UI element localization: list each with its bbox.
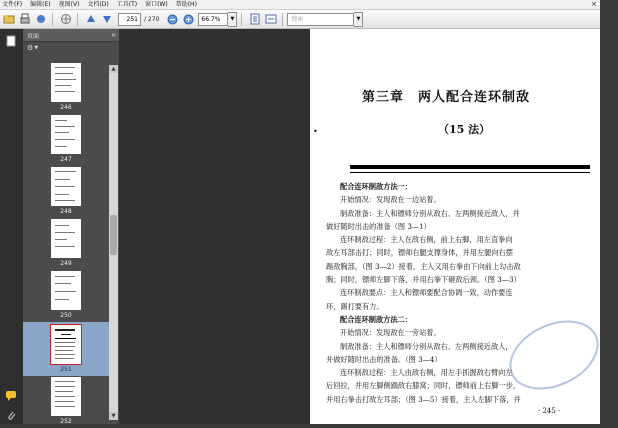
chevron-up-icon: ▲ [111,66,116,72]
toolbar [0,10,600,29]
arrow-up-icon [85,13,97,25]
minus-circle-icon [167,14,178,25]
navigation-strip [0,29,23,424]
scrollbar-thumb[interactable] [110,215,117,255]
paragraph: 踢敌胸部，（图 3—2）接着，主人又用右拳由下向前上勾击敌 [326,261,521,271]
pages-panel-title: 页面 [27,32,40,40]
paragraph: 开始情况：发现敌在一边站着。 [340,195,441,205]
scroll-down-button[interactable] [109,412,118,420]
title-rule-thin [350,172,590,173]
fit-width-button[interactable] [264,12,278,26]
document-background [119,29,310,424]
thumbnail-label: 249 [60,260,72,267]
pages-panel-button[interactable] [5,35,17,47]
gear-icon: ⚙ [27,43,34,52]
page-thumbnail[interactable] [23,270,109,322]
zoom-in-button[interactable] [181,12,195,26]
section-heading: 配合连环制敌方法二： [340,314,412,324]
thumbnail-image [51,115,81,154]
menu-document[interactable]: 文档(D) [87,1,109,8]
thumbnail-label: 252 [60,418,72,425]
toolbar-divider [52,13,53,26]
plus-circle-icon [183,14,194,25]
thumbnail-image [51,271,81,310]
zoom-input[interactable]: 66.7% [198,13,228,26]
page-count: / 270 [144,15,160,23]
sign-icon [35,13,47,25]
pages-icon [6,35,17,47]
thumbnail-label: 248 [60,208,72,215]
page-icon [249,13,261,25]
comment-icon [5,390,17,401]
paragraph: 连环制敌过程：主人由敌右侧，用左手抓握敌右臂向左 [340,368,513,378]
menu-window[interactable]: 窗口(W) [145,1,168,8]
paragraph: 制敌准备：主人和镖师分别从敌右、左两侧接近敌人， [340,341,513,351]
paragraph: 开始情况：发现敌在一旁站着。 [340,328,441,338]
paragraph: 制敌准备：主人和镖师分别从敌右、左两侧接近敌人，并 [340,208,520,218]
page-thumbnail-selected[interactable] [23,322,109,376]
chevron-down-icon: ▼ [230,16,235,22]
paragraph: 胸；同时，镖师左脚下落，并用右拳下砸敌后颈。（图 3—3） [326,275,521,285]
toolbar-divider [241,13,242,26]
hand-tool-button[interactable] [59,12,73,26]
close-panel-button[interactable]: × [110,31,116,39]
close-document-button[interactable]: × [591,0,597,8]
email-button[interactable] [34,12,48,26]
thumbnail-label: 251 [60,366,72,373]
globe-icon [60,13,72,25]
paragraph: 敌左耳部击打；同时，镖师右腿支撑身体，并用左腿向右摆 [326,248,513,258]
chevron-down-icon: ▼ [356,16,361,22]
thumbnail-image [51,377,81,416]
paragraph: 后回拉，并用左脚侧踹敌右膝窝；同时，镖师前上右脚一步， [326,381,521,391]
section-heading: 配合连环制敌方法一： [340,182,412,191]
thumbnail-label: 246 [60,104,72,111]
paragraph: 连环制敌过程：主人在敌右侧，前上右脚，用左直拳向 [340,235,513,245]
scan-mark: • [313,127,318,136]
menu-help[interactable]: 帮助(H) [175,1,197,8]
thumbnail-image [51,219,81,258]
thumbnail-image [51,167,81,206]
menu-edit[interactable]: 编辑(E) [30,1,51,8]
toolbar-divider [282,13,283,26]
arrow-down-icon [101,13,113,25]
menu-view[interactable]: 视图(V) [58,1,80,8]
fit-width-icon [265,13,277,25]
page-thumbnail[interactable] [23,218,109,270]
title-rule-thick [350,165,590,169]
page-number-input[interactable]: 251 [118,13,141,26]
menu-file[interactable]: 文件(F) [2,1,23,8]
paragraph: 做好随时出击的准备（图 3—1） [326,221,431,231]
paragraph: 环，踢打要有力。 [326,301,384,311]
menu-bar [0,0,600,10]
search-input[interactable]: 搜索 [287,13,354,26]
page-thumbnail[interactable] [23,62,109,114]
comments-button[interactable] [5,389,17,401]
thumbnail-label: 250 [60,312,72,319]
search-dropdown-button[interactable] [354,12,363,27]
page-thumbnail[interactable] [23,166,109,218]
print-icon [19,13,31,25]
menu-tools[interactable]: 工具(T) [116,1,138,8]
zoom-dropdown-button[interactable] [228,12,237,27]
folder-icon [3,13,15,25]
thumbnail-image [51,63,81,102]
chevron-down-icon: ▼ [34,44,39,51]
thumbnail-image [51,325,81,364]
paragraph: 并做好随时出击的准备。（图 3—4） [326,354,442,364]
zoom-out-button[interactable] [165,12,179,26]
paragraph: 连环制敌要点：主人和镖师要配合协调一致，动作要连 [340,288,513,298]
print-button[interactable] [18,12,32,26]
next-page-button[interactable] [100,12,114,26]
toolbar-divider [77,13,78,26]
chevron-down-icon: ▼ [111,413,116,419]
thumbnail-scrollbar[interactable] [109,65,118,420]
panel-options-button[interactable] [23,42,119,53]
paperclip-icon [5,409,17,421]
document-page [310,29,600,424]
fit-page-button[interactable] [248,12,262,26]
paragraph: 并用右拳击打敌左耳部；（图 3—5）接着，主人左脚下落，并 [326,394,521,404]
thumbnail-label: 247 [60,156,72,163]
pages-panel-header [23,29,119,42]
pages-panel [23,29,119,424]
scroll-up-button[interactable] [109,65,118,73]
page-thumbnail[interactable] [23,114,109,166]
chapter-title: 第三章 两人配合连环制敌 [362,90,531,105]
page-number: · 245 · [538,407,561,415]
chapter-subtitle: （15 法） [438,123,491,136]
attachments-button[interactable] [5,409,17,421]
page-thumbnail[interactable] [23,376,109,428]
open-file-button[interactable] [2,12,16,26]
previous-page-button[interactable] [84,12,98,26]
thumbnail-list [23,65,109,425]
